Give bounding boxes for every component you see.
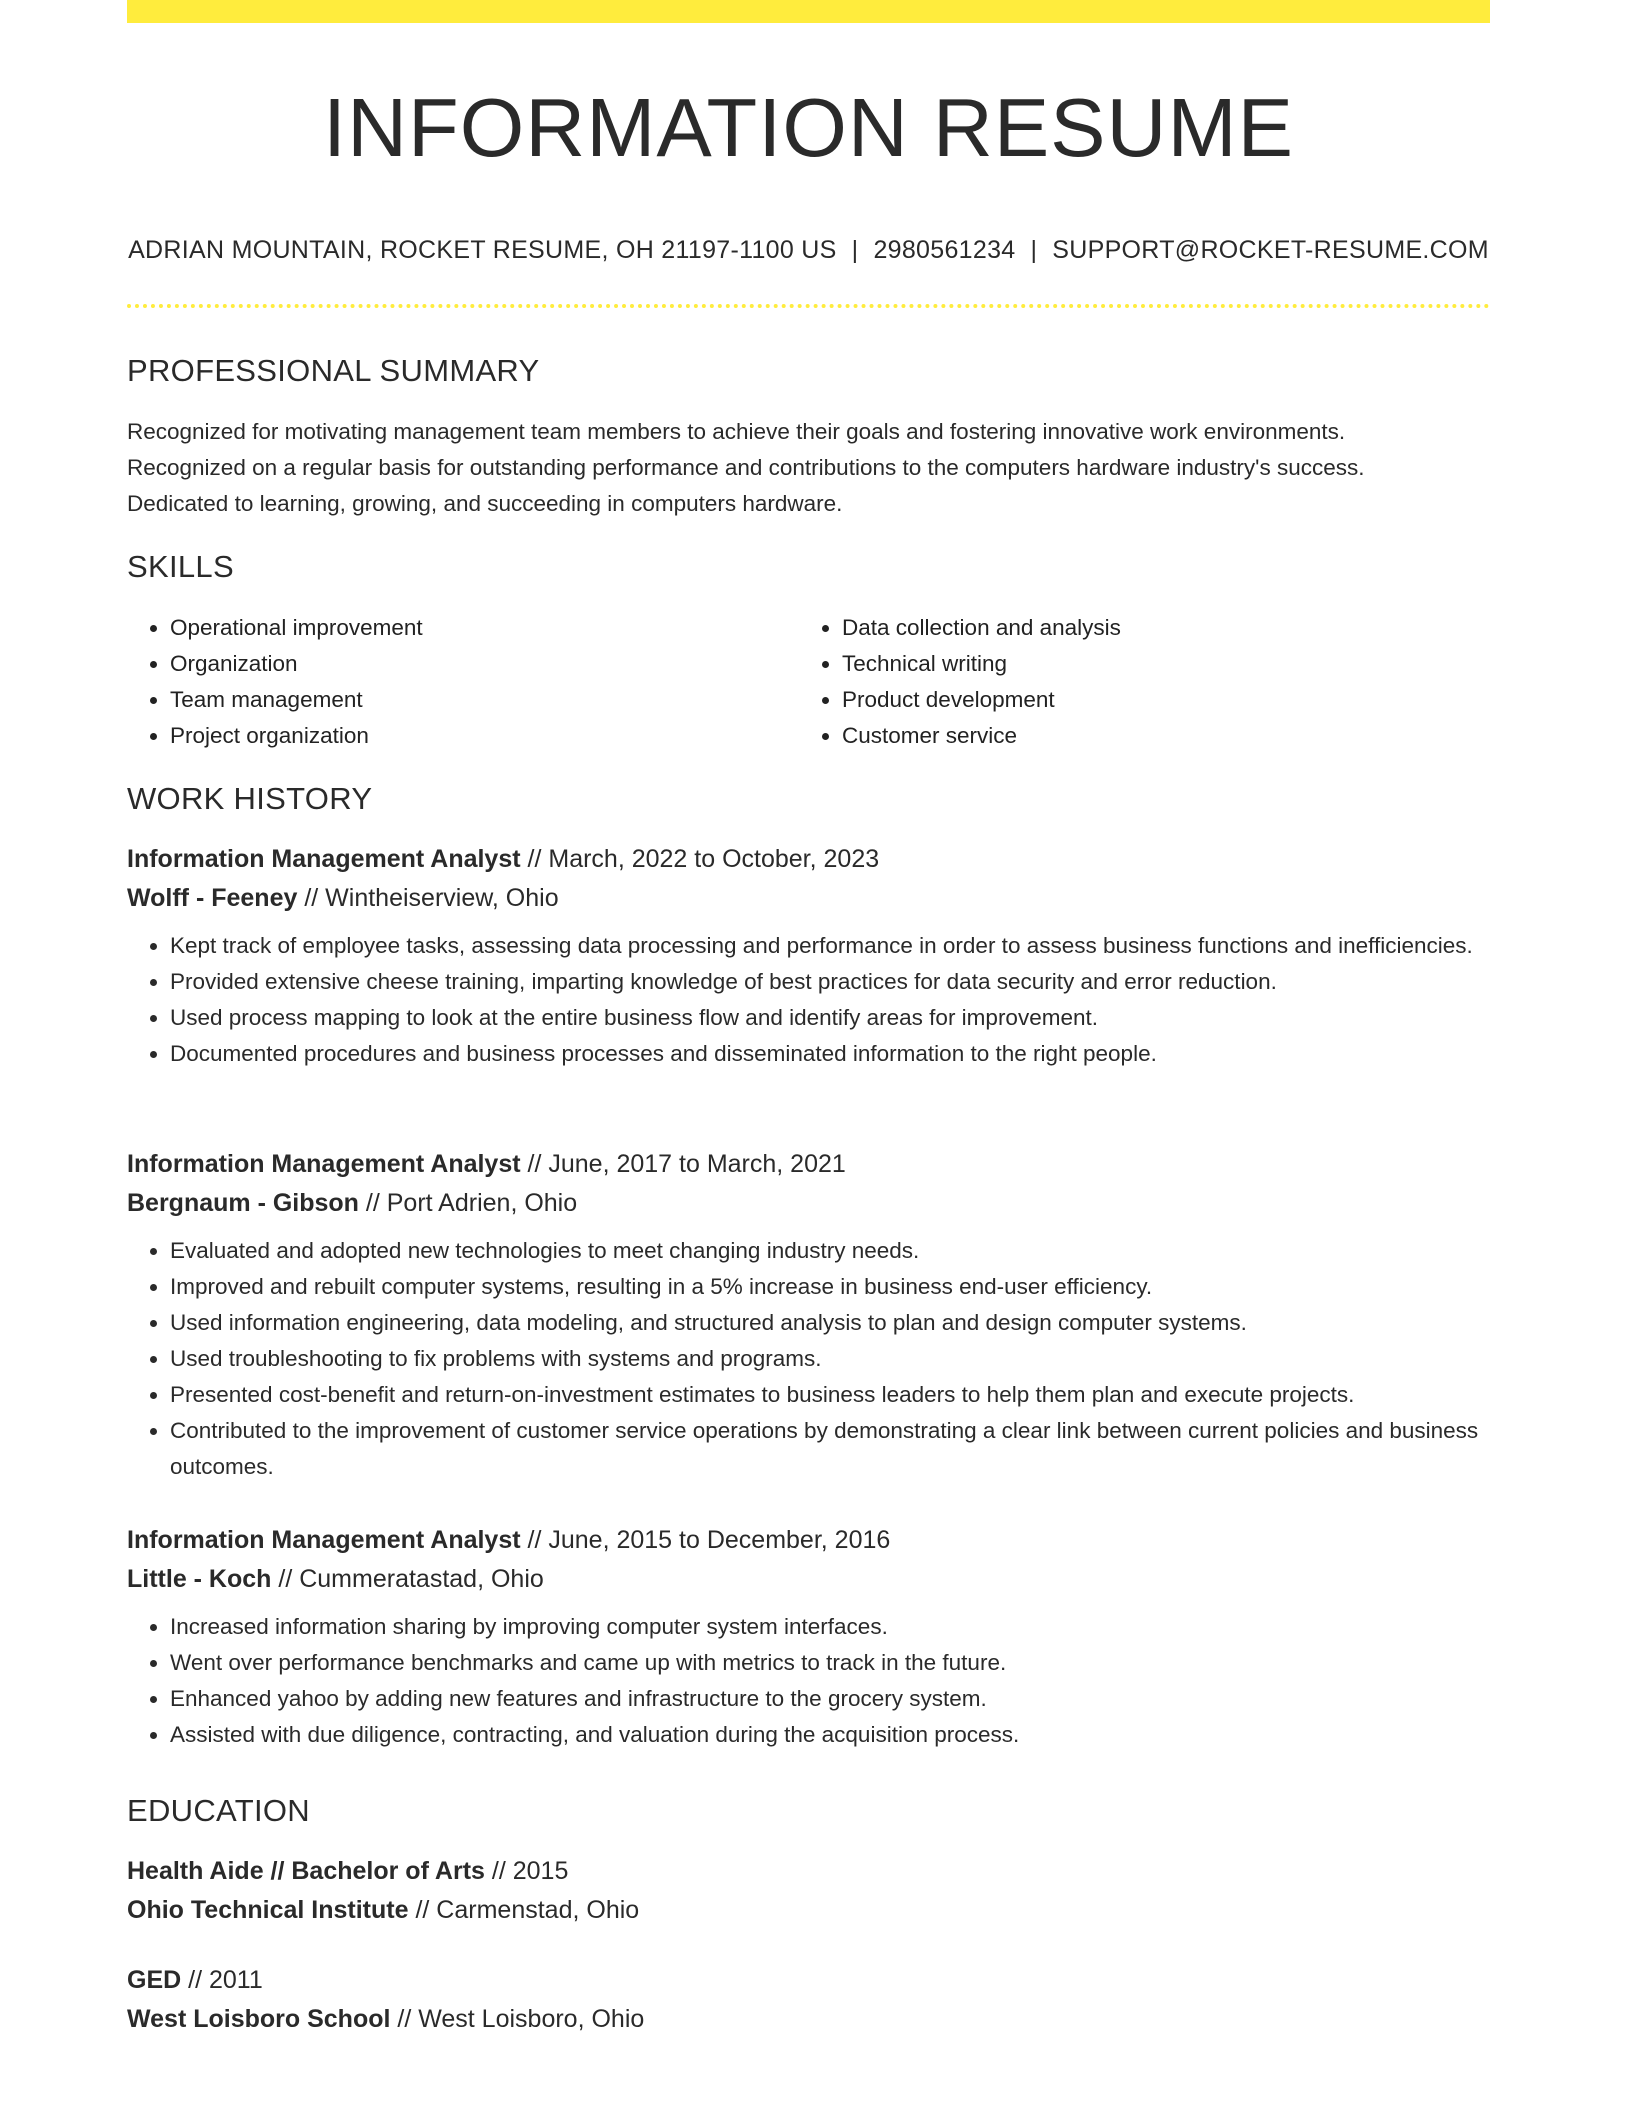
job-bullet: • Documented procedures and business processes and disseminated information to the right people. — [170, 1036, 1490, 1072]
job-bullet: • Used information engineering, data modeling, and structured analysis to plan and design computer systems. — [170, 1305, 1490, 1341]
summary-line: Dedicated to learning, growing, and succeeding in computers hardware. — [127, 491, 843, 516]
job-bullet: • Enhanced yahoo by adding new features and infrastructure to the grocery system. — [170, 1681, 1490, 1717]
education-entry — [127, 1961, 1490, 2039]
contact-phone: 2980561234 — [873, 236, 1016, 264]
job-bullet: • Presented cost-benefit and return-on-investment estimates to business leaders to help them plan and execute projects. — [170, 1377, 1490, 1413]
job-bullets — [127, 1609, 1490, 1753]
job-title: Information Management Analyst — [127, 1150, 521, 1178]
job-bullet: • Provided extensive cheese training, imparting knowledge of best practices for data security and error reduction. — [170, 964, 1490, 1000]
job-dates: // June, 2015 to December, 2016 — [527, 1526, 891, 1554]
contact-separator: | — [1030, 236, 1038, 264]
skills-column-left — [127, 610, 799, 754]
job-location: // Wintheiserview, Ohio — [304, 884, 559, 912]
job-entry — [127, 840, 1490, 1072]
work-history-heading: WORK HISTORY — [127, 781, 373, 816]
job-location: // Port Adrien, Ohio — [365, 1189, 578, 1217]
job-bullet: • Went over performance benchmarks and came up with metrics to track in the future. — [170, 1645, 1490, 1681]
job-entry — [127, 1145, 1490, 1485]
job-bullet: • Kept track of employee tasks, assessing data processing and performance in order to assess business functions and inefficiencies. — [170, 928, 1490, 964]
job-dates: // March, 2022 to October, 2023 — [527, 845, 880, 873]
education-year: // 2011 — [188, 1966, 263, 1994]
skill-item: • Product development — [842, 682, 1471, 718]
summary-heading: PROFESSIONAL SUMMARY — [127, 353, 540, 388]
skill-item: • Organization — [170, 646, 799, 682]
education-entry — [127, 1852, 1490, 1930]
job-bullets — [127, 928, 1490, 1072]
skills-column-right — [799, 610, 1471, 754]
top-accent-bar — [127, 0, 1490, 23]
job-title: Information Management Analyst — [127, 1526, 521, 1554]
skill-item: • Data collection and analysis — [842, 610, 1471, 646]
education-year: // 2015 — [491, 1857, 569, 1885]
education-heading: EDUCATION — [127, 1793, 310, 1828]
resume-title: INFORMATION RESUME — [323, 81, 1294, 174]
contact-address: ADRIAN MOUNTAIN, ROCKET RESUME, OH 21197-1100 US — [128, 236, 837, 264]
job-company: Little - Koch — [127, 1565, 272, 1593]
summary-text — [127, 414, 1490, 522]
education-school: West Loisboro School — [127, 2005, 391, 2033]
job-bullet: • Assisted with due diligence, contracting, and valuation during the acquisition process. — [170, 1717, 1490, 1753]
job-bullet: • Contributed to the improvement of customer service operations by demonstrating a clear link between current policies and business outcomes. — [170, 1413, 1490, 1485]
job-bullet: • Increased information sharing by improving computer system interfaces. — [170, 1609, 1490, 1645]
education-degree: Health Aide // Bachelor of Arts — [127, 1857, 485, 1885]
job-bullet: • Used troubleshooting to fix problems with systems and programs. — [170, 1341, 1490, 1377]
job-dates: // June, 2017 to March, 2021 — [527, 1150, 846, 1178]
skill-item: • Technical writing — [842, 646, 1471, 682]
skill-item: • Team management — [170, 682, 799, 718]
contact-separator: | — [851, 236, 859, 264]
job-company: Bergnaum - Gibson — [127, 1189, 359, 1217]
dotted-divider — [127, 304, 1490, 308]
education-degree: GED — [127, 1966, 182, 1994]
summary-line: Recognized for motivating management team members to achieve their goals and fostering innovative work environments. — [127, 419, 1346, 444]
skill-item: • Customer service — [842, 718, 1471, 754]
summary-line: Recognized on a regular basis for outstanding performance and contributions to the computers hardware industry's success. — [127, 455, 1365, 480]
contact-email: SUPPORT@ROCKET-RESUME.COM — [1052, 236, 1489, 264]
job-title: Information Management Analyst — [127, 845, 521, 873]
education-location: // West Loisboro, Ohio — [397, 2005, 645, 2033]
job-bullet: • Improved and rebuilt computer systems, resulting in a 5% increase in business end-user efficiency. — [170, 1269, 1490, 1305]
skills-heading: SKILLS — [127, 549, 234, 584]
skill-item: • Project organization — [170, 718, 799, 754]
job-bullet: • Evaluated and adopted new technologies to meet changing industry needs. — [170, 1233, 1490, 1269]
skill-item: • Operational improvement — [170, 610, 799, 646]
skills-list — [127, 610, 1490, 754]
education-location: // Carmenstad, Ohio — [415, 1896, 640, 1924]
job-company: Wolff - Feeney — [127, 884, 298, 912]
education-school: Ohio Technical Institute — [127, 1896, 409, 1924]
job-entry — [127, 1521, 1490, 1753]
job-bullets — [127, 1233, 1490, 1485]
job-location: // Cummeratastad, Ohio — [278, 1565, 544, 1593]
job-bullet: • Used process mapping to look at the entire business flow and identify areas for improvement. — [170, 1000, 1490, 1036]
contact-line — [127, 236, 1490, 265]
